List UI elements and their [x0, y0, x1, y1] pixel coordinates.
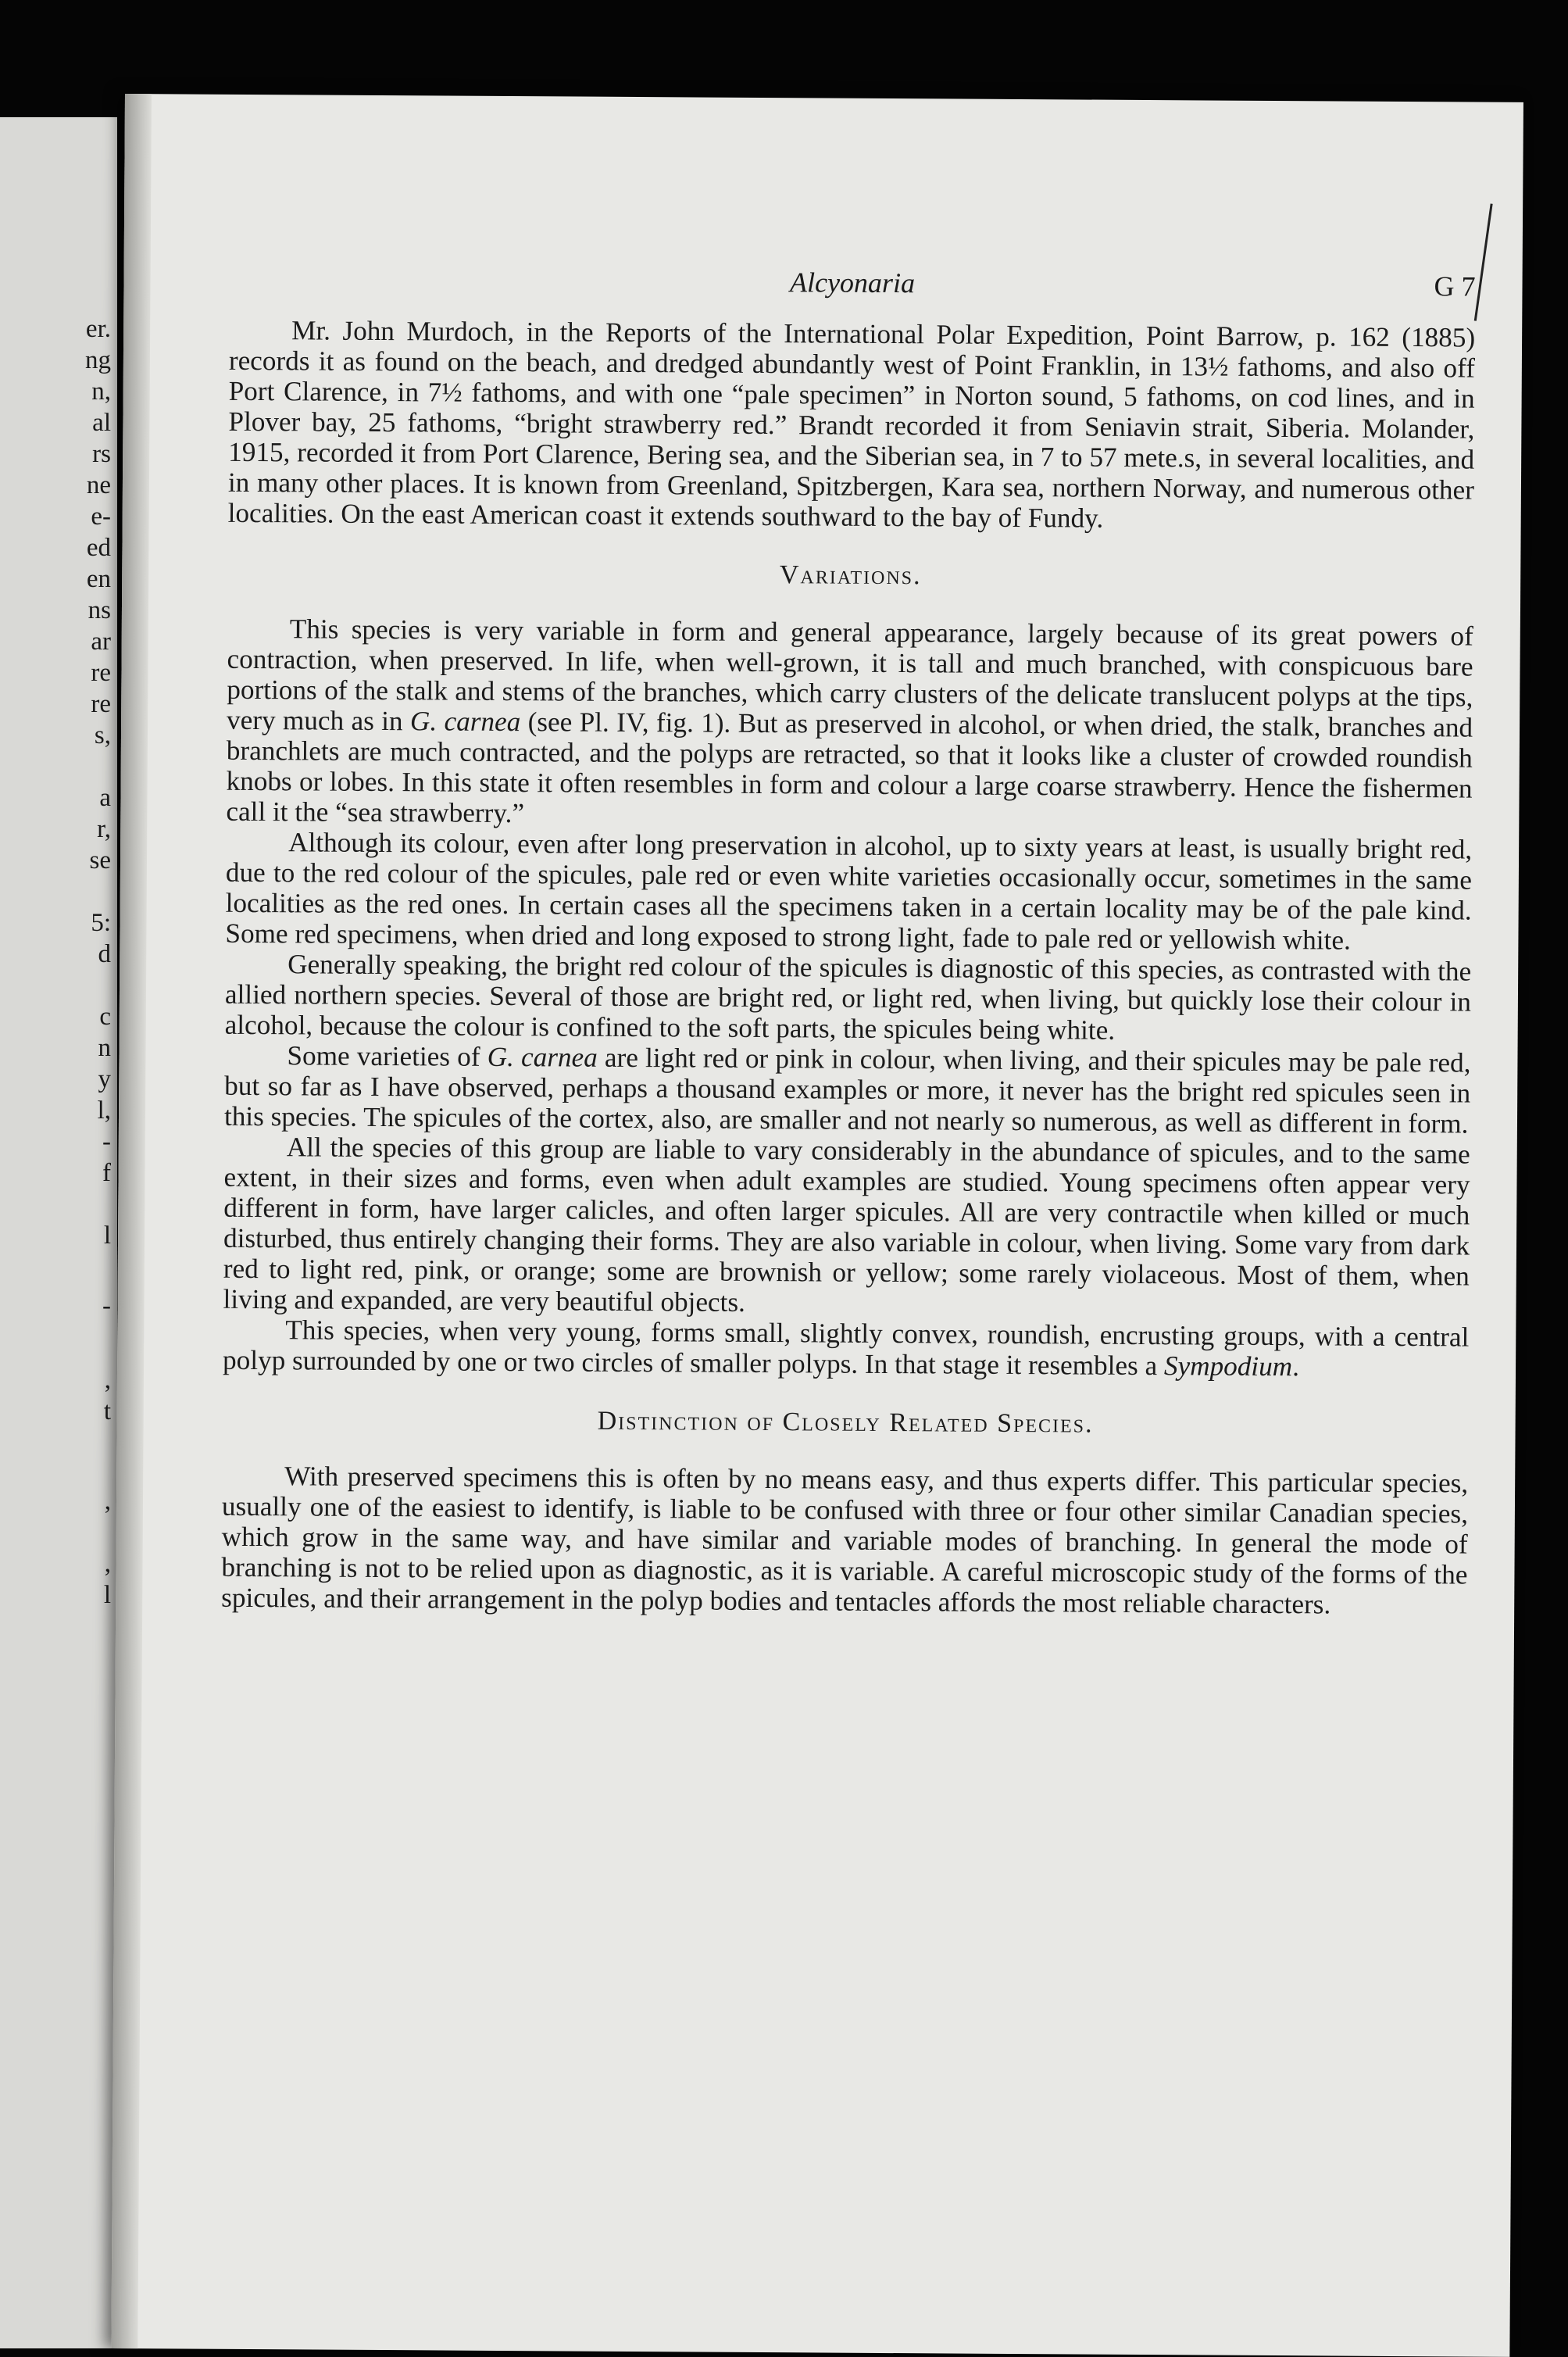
- facing-page-fragment: t: [103, 1397, 111, 1425]
- facing-page-fragment: ,: [104, 1550, 111, 1578]
- paragraph: [223, 1314, 1469, 1383]
- facing-page-fragment: y: [98, 1065, 111, 1093]
- facing-page-fragment: l: [103, 1221, 111, 1250]
- species-name: G. carnea: [487, 1041, 598, 1073]
- facing-page-fragment: se: [89, 846, 111, 874]
- facing-page-fragment: ed: [86, 534, 111, 562]
- section-heading: Distinction of Closely Related Species.: [597, 1406, 1094, 1439]
- facing-page-fragment: ,: [104, 1487, 111, 1515]
- paragraph-text: This species, when very young, forms small, slightly convex, roundish, encrusting groups, with a central polyp surrounded by one or two circles of smaller polyps. In that stage it resembles a: [222, 1314, 1470, 1382]
- book-page: [111, 94, 1523, 2357]
- facing-page-fragment: f: [102, 1159, 111, 1187]
- paragraph: [224, 1040, 1471, 1139]
- paragraph: Although its colour, even after long preservation in alcohol, up to sixty years at least, is usually bright red, due to the red colour of the spicules, pale red or even white varieties occasionally occur, sometimes in the same localities as the red ones. In certain cases all the specimens taken in a certain locality may be of the pale kind. Some red specimens, when dried and long exposed to strong light, fade to pale red or yellowish white.: [225, 827, 1473, 956]
- running-head: [229, 263, 1475, 309]
- page-tear-mark: [925, 181, 948, 213]
- page-tear-mark: [1124, 182, 1148, 215]
- facing-page-fragment: re: [91, 690, 111, 718]
- page-number: G 7: [1434, 270, 1476, 302]
- facing-page-fragment: n,: [91, 377, 111, 406]
- facing-page-fragment: d: [98, 940, 111, 968]
- facing-page-edge: [0, 117, 117, 2348]
- facing-page-fragment: ar: [91, 628, 111, 656]
- facing-page-fragment: er.: [85, 315, 111, 343]
- species-name: G. carnea: [409, 706, 521, 738]
- paragraph: All the species of this group are liable to vary considerably in the abundance of spicules, and to the same extent, in their sizes and forms, even when adult examples are studied. Young specimens often appear very different in form, have larger calicles, and often larger spicules. All are very contractile when killed or much disturbed, thus entirely changing their forms. They are also variable in colour, when living. Some vary from dark red to light red, pink, or orange; some are brownish or yellow; some rarely violaceous. Most of them, when living and expanded, are very beautiful objects.: [223, 1132, 1470, 1318]
- facing-page-fragment: r,: [97, 815, 111, 843]
- facing-page-fragment: rs: [92, 440, 111, 468]
- paragraph-text: (see Pl. IV, fig. 1). But as preserved in alcohol, or when dried, the stalk, branches and branchlets are much contracted, and the polyps are retracted, so that it looks like a cluster of crowded roundish knobs or lobes. In this state it often resembles in form and colour a large coarse strawberry. Hence the fishermen call it the “sea strawberry.”: [226, 706, 1473, 829]
- facing-page-fragment: 5:: [91, 909, 111, 937]
- facing-page-fragment: al: [92, 409, 111, 437]
- paragraph-text: are light red or pink in colour, when living, and their spicules may be pale red, but so far as I have observed, perhaps a thousand examples or more, it never has the bright red spicules seen in this species. The spicules of the cortex, also, are smaller and not nearly so numerous, as well as different in form.: [223, 1042, 1471, 1139]
- section-heading: Variations.: [779, 560, 922, 591]
- facing-page-fragment: s,: [94, 721, 111, 749]
- paragraph: [226, 613, 1473, 835]
- paragraph-text: .: [1292, 1351, 1300, 1382]
- facing-page-fragment: ,: [104, 1366, 111, 1394]
- body-text: [221, 315, 1475, 1621]
- facing-page-fragment: c: [99, 1003, 111, 1031]
- page-gutter-shadow: [111, 94, 152, 2348]
- facing-page-fragment: e-: [91, 503, 111, 531]
- facing-page-fragment: -: [102, 1128, 111, 1156]
- facing-page-fragment: -: [102, 1292, 111, 1320]
- facing-page-fragment: l: [103, 1581, 111, 1609]
- facing-page-fragment: n: [98, 1034, 111, 1062]
- paragraph-text: Some varieties of: [287, 1040, 488, 1072]
- facing-page-fragment: ne: [86, 471, 111, 499]
- facing-page-fragment: ns: [88, 596, 111, 624]
- paragraph: With preserved specimens this is often by no means easy, and thus experts differ. This particular species, usually one of the easiest to identify, is liable to be confused with three or four other similar Canadian species, which grow in the same way, and have similar and variable modes of branching. In general the mode of branching is not to be relied upon as diagnostic, as it is variable. A careful microscopic study of the forms of the spicules, and their arrangement in the polyp bodies and tentacles affords the most reliable characters.: [221, 1461, 1469, 1620]
- paragraph-text: This species is very variable in form and general appearance, largely because of its great powers of contraction, when preserved. In life, when well-grown, it is tall and much branched, with conspicuous bare portions of the stalk and stems of the branches, which carry clusters of the delicate translucent polyps at the tips, very much as in: [226, 613, 1473, 737]
- facing-page-fragment: a: [99, 784, 111, 812]
- paragraph: Mr. John Murdoch, in the Reports of the International Polar Expedition, Point Barrow, p. 162 (1885) records it as found on the beach, and dredged abundantly west of Point Franklin, in 13½ fathoms, and also off Port Clarence, in 7½ fathoms, and with one “pale specimen” in Norton sound, 5 fathoms, on cod lines, and in Plover bay, 25 fathoms, “bright strawberry red.” Brandt recorded it from Seniavin strait, Siberia. Molander, 1915, recorded it from Port Clarence, Bering sea, and the Siberian sea, in 7 to 57 mete.s, in several localities, and in many other places. It is known from Greenland, Spitzbergen, Kara sea, northern Norway, and numerous other localities. On the east American coast it extends southward to the bay of Fundy.: [227, 315, 1476, 534]
- corner-pencil-mark: [1473, 196, 1493, 329]
- facing-page-fragment: l,: [97, 1096, 111, 1125]
- facing-page-fragment: re: [91, 659, 111, 687]
- facing-page-fragment: ng: [85, 346, 111, 374]
- paragraph: Generally speaking, the bright red colour of the spicules is diagnostic of this species, as contrasted with the allied northern species. Several of those are bright red, or light red, when living, but quickly lose their colour in alcohol, because the colour is confined to the soft parts, the spicules being white.: [224, 949, 1472, 1046]
- running-head-title: Alcyonaria: [789, 266, 916, 299]
- genus-name: Sympodium: [1163, 1350, 1293, 1382]
- facing-page-fragment: en: [86, 565, 111, 593]
